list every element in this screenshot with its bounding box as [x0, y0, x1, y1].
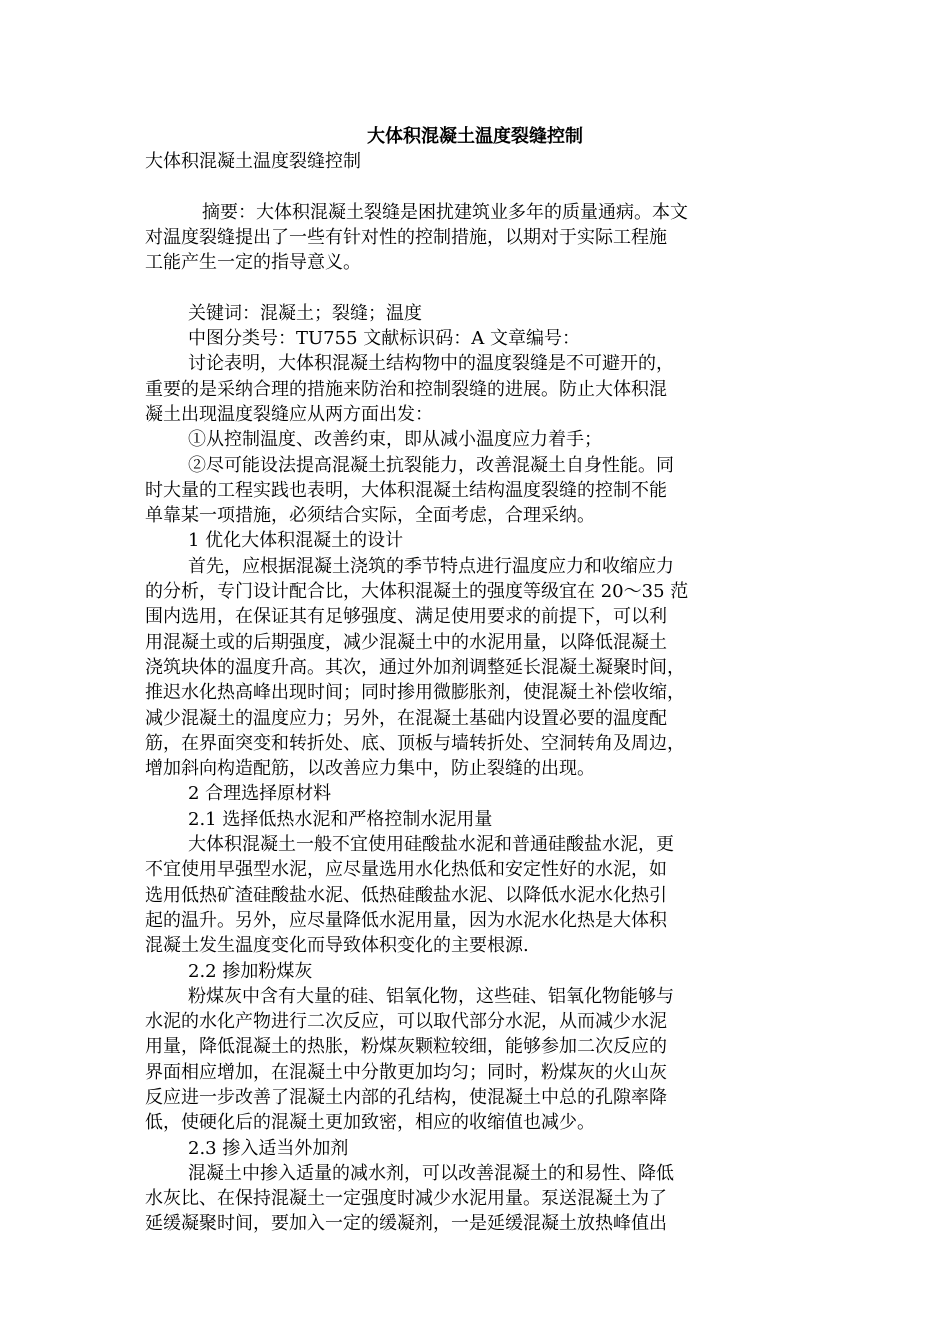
point-two-line: 单靠某一项措施，必须结合实际，全面考虑，合理采纳。	[145, 505, 595, 527]
point-two-line: ②尽可能设法提高混凝土抗裂能力，改善混凝土自身性能。同	[188, 454, 674, 476]
section-2-1-line: 混凝土发生温度变化而导致体积变化的主要根源.	[145, 935, 529, 957]
section-2-3-line: 水灰比、在保持混凝土一定强度时减少水泥用量。泵送混凝土为了	[145, 1188, 667, 1210]
section-2-1-line: 起的温升。另外，应尽量降低水泥用量，因为水泥水化热是大体积	[145, 909, 667, 931]
section-2-1-heading: 2.1 选择低热水泥和严格控制水泥用量	[188, 808, 493, 830]
section-2-2-line: 水泥的水化产物进行二次反应，可以取代部分水泥，从而减少水泥	[145, 1011, 667, 1033]
section-1-line: 筋，在界面突变和转折处、底、顶板与墙转折处、空洞转角及周边，	[145, 732, 685, 754]
intro-line: 讨论表明，大体积混凝土结构物中的温度裂缝是不可避开的，	[188, 353, 674, 375]
section-1-line: 首先，应根据混凝土浇筑的季节特点进行温度应力和收缩应力	[188, 555, 674, 577]
section-1-line: 的分析，专门设计配合比，大体积混凝土的强度等级宜在 20～35 范	[145, 581, 689, 603]
classification-line: 中图分类号：TU755 文献标识码：A 文章编号：	[188, 328, 580, 350]
blank-line	[145, 174, 805, 199]
abstract-line: 工能产生一定的指导意义。	[145, 252, 361, 274]
document-body	[145, 149, 805, 1237]
abstract-line: 对温度裂缝提出了一些有针对性的控制措施，以期对于实际工程施	[145, 226, 667, 248]
section-2-2-heading: 2.2 掺加粉煤灰	[188, 960, 313, 982]
section-1-line: 用混凝土或的后期强度，减少混凝土中的水泥用量，以降低混凝土	[145, 631, 667, 653]
point-two-line: 时大量的工程实践也表明，大体积混凝土结构温度裂缝的控制不能	[145, 479, 667, 501]
section-1-heading: 1 优化大体积混凝土的设计	[188, 530, 404, 552]
section-2-1-line: 选用低热矿渣硅酸盐水泥、低热硅酸盐水泥、以降低水泥水化热引	[145, 884, 667, 906]
section-2-2-line: 粉煤灰中含有大量的硅、铝氧化物，这些硅、铝氧化物能够与	[188, 985, 674, 1007]
blank-line	[145, 275, 805, 300]
section-2-2-line: 低，使硬化后的混凝土更加致密，相应的收缩值也减少。	[145, 1112, 595, 1134]
document-title: 大体积混凝土温度裂缝控制	[367, 126, 583, 147]
section-2-1-line: 大体积混凝土一般不宜使用硅酸盐水泥和普通硅酸盐水泥，更	[188, 834, 674, 856]
section-2-3-line: 混凝土中掺入适量的减水剂，可以改善混凝土的和易性、降低	[188, 1162, 674, 1184]
abstract-line: 摘要：大体积混凝土裂缝是困扰建筑业多年的质量通病。本文	[202, 201, 688, 223]
intro-line: 凝土出现温度裂缝应从两方面出发：	[145, 403, 433, 425]
section-2-3-line: 延缓凝聚时间，要加入一定的缓凝剂，一是延缓混凝土放热峰值出	[145, 1213, 667, 1235]
section-2-2-line: 反应进一步改善了混凝土内部的孔结构，使混凝土中总的孔隙率降	[145, 1086, 667, 1108]
section-1-line: 减少混凝土的温度应力；另外，在混凝土基础内设置必要的温度配	[145, 707, 667, 729]
keywords-line: 关键词：混凝土；裂缝；温度	[188, 302, 422, 324]
document-subtitle: 大体积混凝土温度裂缝控制	[145, 151, 361, 172]
section-2-1-line: 不宜使用早强型水泥，应尽量选用水化热低和安定性好的水泥，如	[145, 859, 667, 881]
section-2-2-line: 用量，降低混凝土的热胀，粉煤灰颗粒较细，能够参加二次反应的	[145, 1036, 667, 1058]
section-1-line: 围内选用，在保证其有足够强度、满足使用要求的前提下，可以利	[145, 606, 667, 628]
point-one: ①从控制温度、改善约束，即从减小温度应力着手；	[188, 429, 602, 451]
section-1-line: 增加斜向构造配筋，以改善应力集中，防止裂缝的出现。	[145, 758, 595, 780]
section-2-heading: 2 合理选择原材料	[188, 783, 332, 805]
intro-line: 重要的是采纳合理的措施来防治和控制裂缝的进展。防止大体积混	[145, 378, 667, 400]
section-2-3-heading: 2.3 掺入适当外加剂	[188, 1137, 349, 1159]
section-1-line: 推迟水化热高峰出现时间；同时掺用微膨胀剂，使混凝土补偿收缩，	[145, 682, 685, 704]
section-1-line: 浇筑块体的温度升高。其次，通过外加剂调整延长混凝土凝聚时间，	[145, 656, 685, 678]
section-2-2-line: 界面相应增加，在混凝土中分散更加均匀；同时，粉煤灰的火山灰	[145, 1061, 667, 1083]
